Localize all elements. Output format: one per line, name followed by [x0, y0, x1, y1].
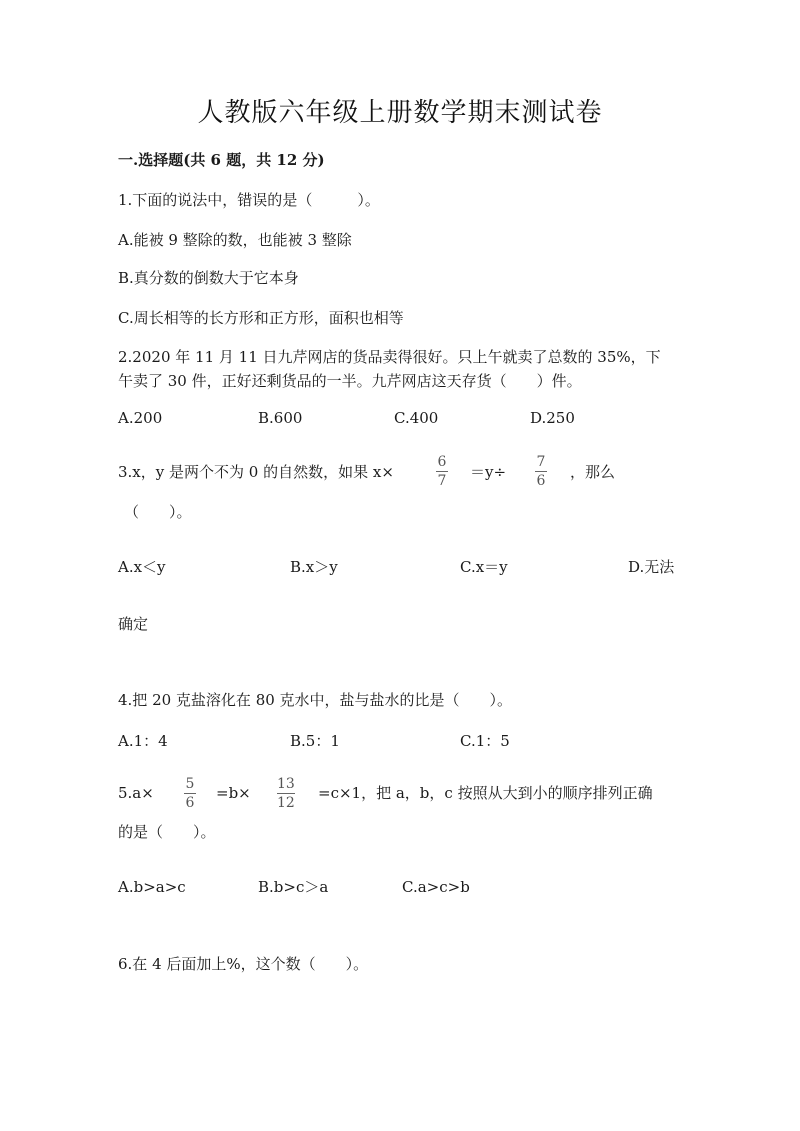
question-5-stem-line2: 的是（ ）。: [118, 823, 216, 841]
question-1-stem: 1.下面的说法中，错误的是（ ）。: [118, 191, 380, 209]
fraction-numerator: 6: [437, 454, 447, 470]
question-4-option-b[interactable]: B.5：1: [290, 732, 340, 750]
question-3-stem-line2: （ ）。: [124, 503, 192, 521]
question-3-option-d-continued: 确定: [118, 615, 149, 633]
fraction-bar: [184, 793, 196, 794]
page-title: 人教版六年级上册数学期末测试卷: [197, 98, 603, 128]
question-3-stem-part2: ＝y÷: [470, 463, 507, 481]
fraction-numerator: 5: [185, 776, 195, 792]
question-5-stem-part1: 5.a×: [118, 784, 154, 802]
fraction-denominator: 7: [437, 473, 447, 489]
fraction-numerator: 13: [277, 776, 295, 792]
question-4-option-a[interactable]: A.1：4: [118, 732, 168, 750]
question-3-fraction-1: [436, 454, 448, 489]
question-5-fraction-1: [184, 776, 196, 811]
question-1-option-c[interactable]: C.周长相等的长方形和正方形，面积也相等: [118, 309, 404, 327]
question-1-option-b[interactable]: B.真分数的倒数大于它本身: [118, 269, 299, 287]
question-2-option-d[interactable]: D.250: [530, 409, 575, 427]
question-2-option-c[interactable]: C.400: [394, 409, 439, 427]
question-4-stem: 4.把 20 克盐溶化在 80 克水中，盐与盐水的比是（ ）。: [118, 691, 513, 709]
question-3-option-d[interactable]: D.无法: [628, 558, 675, 576]
question-5-option-c[interactable]: C.a>c>b: [402, 878, 470, 896]
question-3-stem-part3: ，那么: [570, 463, 616, 481]
section-heading: 一.选择题(共 6 题，共 12 分): [118, 151, 325, 169]
question-3-option-b[interactable]: B.x＞y: [290, 558, 338, 576]
question-2-stem-line1: 2.2020 年 11 月 11 日九芹网店的货品卖得很好。只上午就卖了总数的 35%，下: [118, 348, 661, 366]
question-2-option-a[interactable]: A.200: [118, 409, 163, 427]
question-3-option-c[interactable]: C.x＝y: [460, 558, 508, 576]
fraction-numerator: 7: [536, 454, 546, 470]
question-2-option-b[interactable]: B.600: [258, 409, 303, 427]
question-3-stem-part1: 3.x，y 是两个不为 0 的自然数，如果 x×: [118, 463, 394, 481]
question-5-stem-part3: =c×1，把 a，b，c 按照从大到小的顺序排列正确: [318, 784, 653, 802]
question-5-stem-part2: =b×: [216, 784, 251, 802]
question-2-stem-line2: 午卖了 30 件，正好还剩货品的一半。九芹网店这天存货（ ）件。: [118, 372, 582, 390]
question-6-stem: 6.在 4 后面加上%，这个数（ ）。: [118, 955, 369, 973]
fraction-denominator: 6: [536, 473, 546, 489]
fraction-bar: [535, 471, 547, 472]
question-5-option-b[interactable]: B.b>c＞a: [258, 878, 329, 896]
fraction-bar: [436, 471, 448, 472]
question-5-option-a[interactable]: A.b>a>c: [118, 878, 186, 896]
fraction-denominator: 12: [277, 795, 295, 811]
fraction-bar: [277, 793, 295, 794]
question-3-fraction-2: [535, 454, 547, 489]
question-5-fraction-2: [277, 776, 295, 811]
fraction-denominator: 6: [185, 795, 195, 811]
question-4-option-c[interactable]: C.1：5: [460, 732, 510, 750]
question-1-option-a[interactable]: A.能被 9 整除的数，也能被 3 整除: [118, 231, 352, 249]
question-3-option-a[interactable]: A.x＜y: [118, 558, 166, 576]
